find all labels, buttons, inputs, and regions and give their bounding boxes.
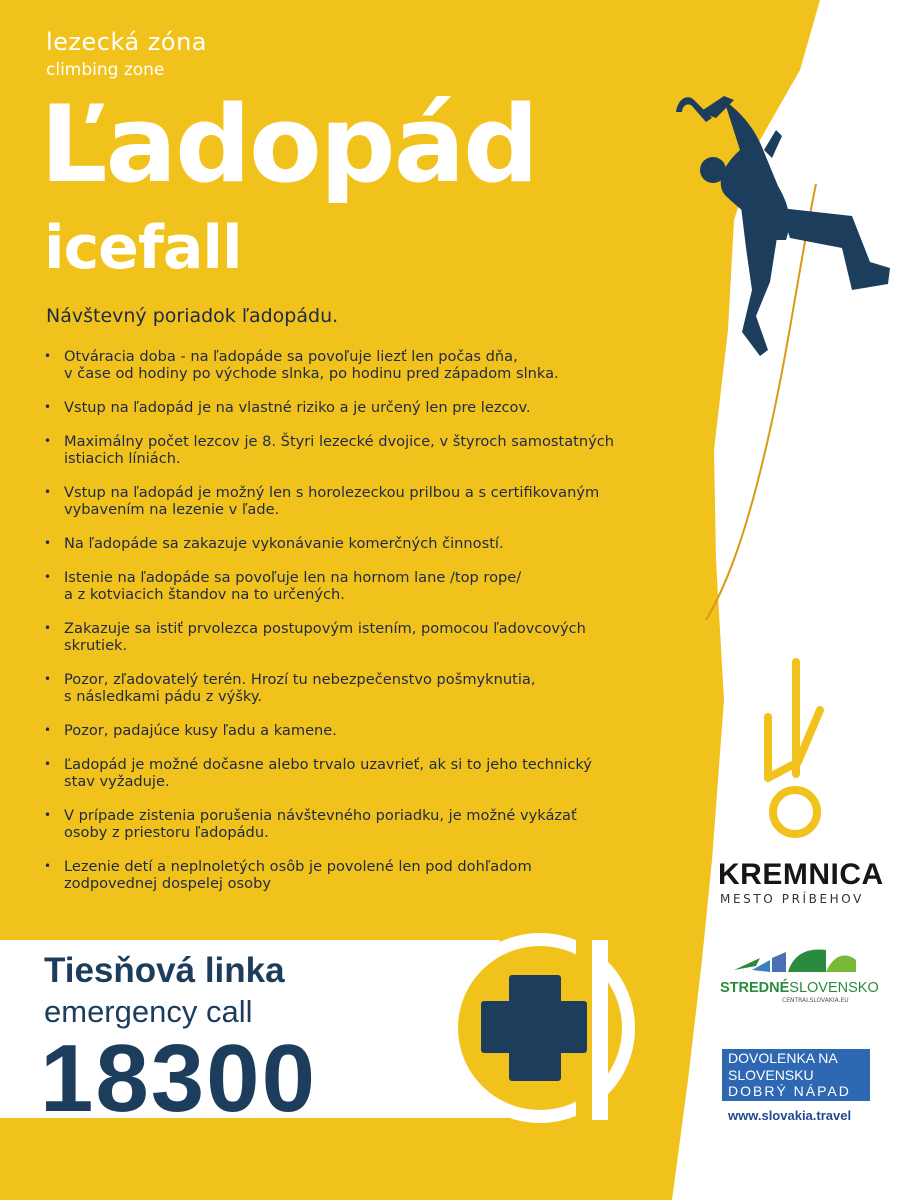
emergency-label-english: emergency call: [44, 994, 253, 1029]
page-subtitle: icefall: [44, 213, 242, 283]
rule-item: • Otváracia doba - na ľadopáde sa povoľuje liezť len počas dňa, v čase od hodiny po východe slnka, po hodinu pred západom slnka.: [42, 348, 692, 382]
kicker-slovak: lezecká zóna: [46, 28, 208, 56]
stredne-slovensko-url: CENTRALSLOVAKIA.EU: [782, 997, 849, 1004]
rule-item: • Zakazuje sa istiť prvolezca postupovým istením, pomocou ľadovcových skrutiek.: [42, 620, 692, 654]
rule-item: • Istenie na ľadopáde sa povoľuje len na hornom lane /top rope/ a z kotviacich štandov na to určených.: [42, 569, 692, 603]
stredne-slovensko-name: STREDNÉSLOVENSKO: [720, 980, 879, 996]
rule-item: • Maximálny počet lezcov je 8. Štyri lezecké dvojice, v štyroch samostatných istiacich líniách.: [42, 433, 692, 467]
kremnica-logo-text: KREMNICA: [718, 858, 884, 891]
dovolenka-line-2: SLOVENSKU: [728, 1067, 814, 1083]
slovakia-travel-link[interactable]: www.slovakia.travel: [728, 1108, 852, 1123]
rules-list: [42, 348, 692, 909]
rule-item: • Vstup na ľadopád je možný len s horolezeckou prilbou a s certifikovaným vybavením na lezenie v ľade.: [42, 484, 692, 518]
kremnica-tagline: MESTO PRÍBEHOV: [720, 892, 864, 906]
page-title: Ľadopád: [40, 83, 538, 206]
dovolenka-line-1: DOVOLENKA NA: [728, 1050, 838, 1066]
kicker-english: climbing zone: [46, 60, 165, 80]
rule-item: • Na ľadopáde sa zakazuje vykonávanie komerčných činností.: [42, 535, 692, 552]
emergency-number[interactable]: 18300: [40, 1025, 317, 1132]
dovolenka-line-3: DOBRÝ NÁPAD: [728, 1083, 851, 1099]
rule-item: • Lezenie detí a neplnoletých osôb je povolené len pod dohľadom zodpovednej dospelej osoby: [42, 858, 692, 892]
emergency-label: Tiesňová linka: [44, 951, 285, 990]
rule-item: • Vstup na ľadopád je na vlastné riziko a je určený len pre lezcov.: [42, 399, 692, 416]
rule-item: • Pozor, zľadovatelý terén. Hrozí tu nebezpečenstvo pošmyknutia, s následkami pádu z výšky.: [42, 671, 692, 705]
rule-item: • Ľadopád je možné dočasne alebo trvalo uzavrieť, ak si to jeho technický stav vyžaduje.: [42, 756, 692, 790]
rule-item: • V prípade zistenia porušenia návštevného poriadku, je možné vykázať osoby z priestoru ľadopádu.: [42, 807, 692, 841]
rule-item: • Pozor, padajúce kusy ľadu a kamene.: [42, 722, 692, 739]
rules-intro: Návštevný poriadok ľadopádu.: [46, 305, 339, 327]
